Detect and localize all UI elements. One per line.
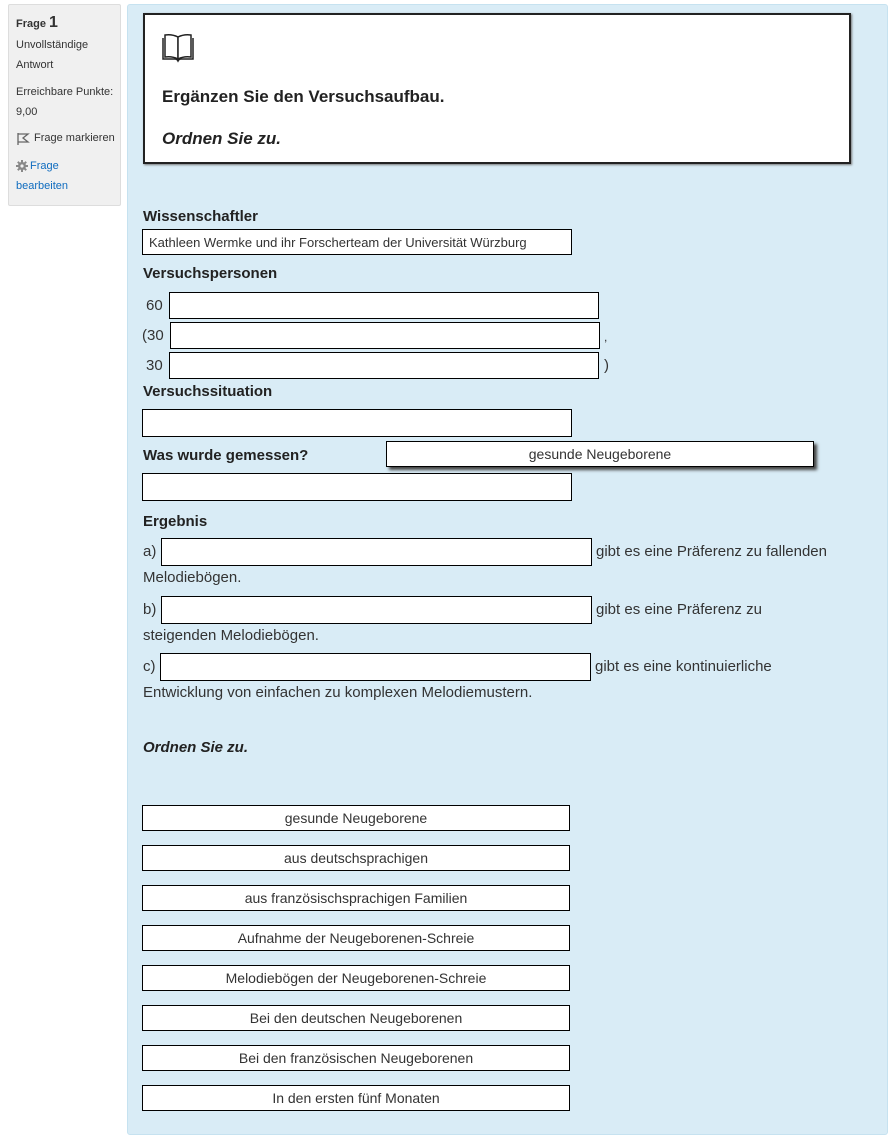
drag-instruction: Ordnen Sie zu. <box>143 739 249 756</box>
subjects-dropzone-3[interactable] <box>169 352 599 379</box>
question-title: Ergänzen Sie den Versuchsaufbau. <box>162 87 445 106</box>
result-a-dropzone[interactable] <box>161 538 592 566</box>
result-a-text-cont: Melodiebögen. <box>143 569 242 586</box>
gear-icon <box>16 160 28 172</box>
question-info-panel <box>8 4 121 206</box>
subjects-close-paren: ) <box>604 357 609 374</box>
result-b-prefix: b) <box>143 601 157 618</box>
book-icon <box>161 32 195 64</box>
measured-dropzone[interactable] <box>142 473 572 501</box>
choice-item[interactable]: In den ersten fünf Monaten <box>142 1085 570 1111</box>
subjects-prefix-60: 60 <box>146 297 163 314</box>
flag-question-button[interactable] <box>16 129 120 148</box>
edit-question-link-text[interactable]: Frage <box>30 160 59 172</box>
flag-icon <box>16 132 30 146</box>
question-text-box <box>143 13 851 164</box>
scientist-field[interactable]: Kathleen Wermke und ihr Forscherteam der Universität Würzburg <box>142 229 572 255</box>
choice-item[interactable]: Bei den französischen Neugeborenen <box>142 1045 570 1071</box>
edit-question-link-text-2[interactable]: bearbeiten <box>16 180 68 192</box>
choice-item[interactable]: gesunde Neugeborene <box>142 805 570 831</box>
choice-item[interactable]: Aufnahme der Neugeborenen-Schreie <box>142 925 570 951</box>
situation-label: Versuchssituation <box>143 383 273 400</box>
situation-dropzone[interactable] <box>142 409 572 437</box>
result-c-dropzone[interactable] <box>160 653 591 681</box>
question-number <box>16 13 120 34</box>
choice-item[interactable]: aus französischsprachigen Familien <box>142 885 570 911</box>
subjects-label: Versuchspersonen <box>143 265 278 282</box>
question-instruction: Ordnen Sie zu. <box>162 129 282 148</box>
subjects-prefix-30b: 30 <box>146 357 163 374</box>
question-status: Unvollständige Antwort <box>16 39 89 71</box>
choice-item[interactable]: Melodiebögen der Neugeborenen-Schreie <box>142 965 570 991</box>
question-content <box>127 4 888 1135</box>
points-value: 9,00 <box>16 106 38 118</box>
result-a-text: gibt es eine Präferenz zu fallenden <box>596 543 827 560</box>
result-a-prefix: a) <box>143 543 157 560</box>
edit-question-link[interactable] <box>16 156 120 196</box>
points-label: Erreichbare Punkte: <box>16 86 114 98</box>
result-b-text-cont: steigenden Melodiebögen. <box>143 627 319 644</box>
subjects-dropzone-2[interactable] <box>170 322 600 349</box>
result-c-prefix: c) <box>143 658 156 675</box>
result-c-text-cont: Entwicklung von einfachen zu komplexen Melodiemustern. <box>143 684 533 701</box>
subjects-comma: , <box>604 330 608 344</box>
flag-question-label: Frage markieren <box>34 132 115 144</box>
measured-label: Was wurde gemessen? <box>143 447 309 464</box>
choice-item[interactable]: Bei den deutschen Neugeborenen <box>142 1005 570 1031</box>
question-label: Frage <box>16 18 46 30</box>
choice-item[interactable]: aus deutschsprachigen <box>142 845 570 871</box>
dragging-choice-item[interactable]: gesunde Neugeborene <box>386 441 814 467</box>
result-b-dropzone[interactable] <box>161 596 592 624</box>
question-number-value: 1 <box>49 14 58 31</box>
subjects-prefix-30a: (30 <box>142 327 164 344</box>
result-b-text: gibt es eine Präferenz zu <box>596 601 762 618</box>
result-c-text: gibt es eine kontinuierliche <box>595 658 772 675</box>
subjects-dropzone-1[interactable] <box>169 292 599 319</box>
scientist-label: Wissenschaftler <box>143 208 258 225</box>
result-label: Ergebnis <box>143 513 208 530</box>
